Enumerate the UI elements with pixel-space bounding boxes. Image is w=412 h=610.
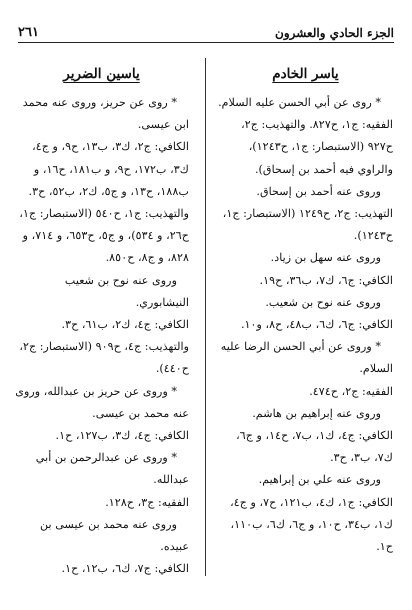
entry-paragraph: الكافي: ج٤، ك٣، ب١٢٧، ح١.: [55, 429, 189, 443]
entry-paragraph: الفقيه: ج٢، ح٤٧٤.: [309, 384, 393, 398]
entry-paragraph: * وروى عن حريز بن عبدالله، وروى عنه محمد بن عيسى.: [15, 384, 189, 420]
entry-paragraph: الكافي: ج٢، ك٣، ب١٣، ح٩، و ج٤، ك٣، ب١٧٢، ح٩، و ب١٨١، ح١٦، و ب١٨٨، ح١٣، و ج٥، ك٢، ب٥٢، ح٣. والتهذيب: ج١، ح٥٤٠ (الاستبصار: ج١، ح٢٦، و ٥٣٤)، و ج٥، ح٦٥٣، و ٧١٤، و ٨٢٨، و ج٨، ح٨٥٠.: [19, 140, 189, 265]
page-number: ٢٦١: [18, 25, 39, 40]
entry-heading: ياسين الضرير: [63, 66, 140, 82]
entry-column-right: [218, 62, 393, 558]
entry-column-left: [14, 62, 189, 580]
entry-paragraph: التهذيب: ج٢، ح١٢٤٩ (الاستبصار: ج١، ح١٢٤٣).: [222, 207, 393, 243]
entry-paragraph: الفقيه: ج٣، ح١٢٨.: [105, 495, 189, 509]
page-header: [18, 14, 394, 43]
entry-paragraph: وروى عنه محمد بن عيسى بن عبيده.: [40, 517, 189, 554]
entry-paragraph: الكافي: ج٤، ك٢، ب٦١، ح٣. والتهذيب: ج٤، ح٩٠٩ (الاستبصار: ج٢، ح٤٤٠).: [19, 318, 189, 376]
entry-paragraph: وروى عنه علي بن إبراهيم.: [258, 473, 381, 487]
entry-paragraph: الكافي: ج١، ك٤، ب١٢١، ح٧، و ج٤، ك١، ب٣٤، ح١٠، و ج٦، ك٦، ب١١٠، ح١.: [230, 495, 393, 554]
entry-paragraph: وروى عنه نوح بن شعيب.: [265, 295, 381, 309]
running-title: الجزء الحادي والعشرون: [275, 26, 394, 40]
entry-paragraph: * وروى عن عبدالرحمن بن أبي عبدالله.: [35, 451, 189, 487]
entry-paragraph: الكافي: ج٧، ك٦، ب١٢، ح١.: [61, 562, 189, 576]
entry-paragraph: * روى عن حريز، وروى عنه محمد ابن عيسى.: [22, 96, 189, 132]
entry-paragraph: وروى عنه نوح بن شعيب النيشابوري.: [64, 273, 189, 309]
entry-paragraph: * وروى عن أبي الحسن الرضا عليه السلام.: [220, 340, 393, 376]
entry-heading: ياسر الخادم: [272, 66, 339, 82]
entry-paragraph: الكافي: ج٦، ك٦، ب٤٨، ح٨، و١٠.: [240, 318, 393, 332]
entry-paragraph: الكافي: ج٤، ك١، ب٧، ح١٤، و ج٦، ك٧، ب٣، ح٣.: [236, 429, 393, 465]
column-divider: [205, 58, 206, 576]
entry-paragraph: وروى عنه سهل بن زياد.: [270, 251, 381, 265]
entry-paragraph: الفقيه: ج١، ح٨٢٧. والتهذيب: ج٢، ح٩٢٧ (الاستبصار: ج١، ح١٢٤٣)، والراوي فيه أحمد بن إسحاق).: [241, 118, 393, 176]
entry-paragraph: وروى عنه إبراهيم بن هاشم.: [252, 406, 381, 420]
entry-paragraph: وروى عنه أحمد بن إسحاق.: [256, 184, 381, 198]
entry-paragraph: الكافي: ج٦، ك٧، ب٣٦، ح١٩.: [259, 273, 393, 287]
entry-paragraph: * روى عن أبي الحسن عليه السلام.: [218, 96, 381, 109]
